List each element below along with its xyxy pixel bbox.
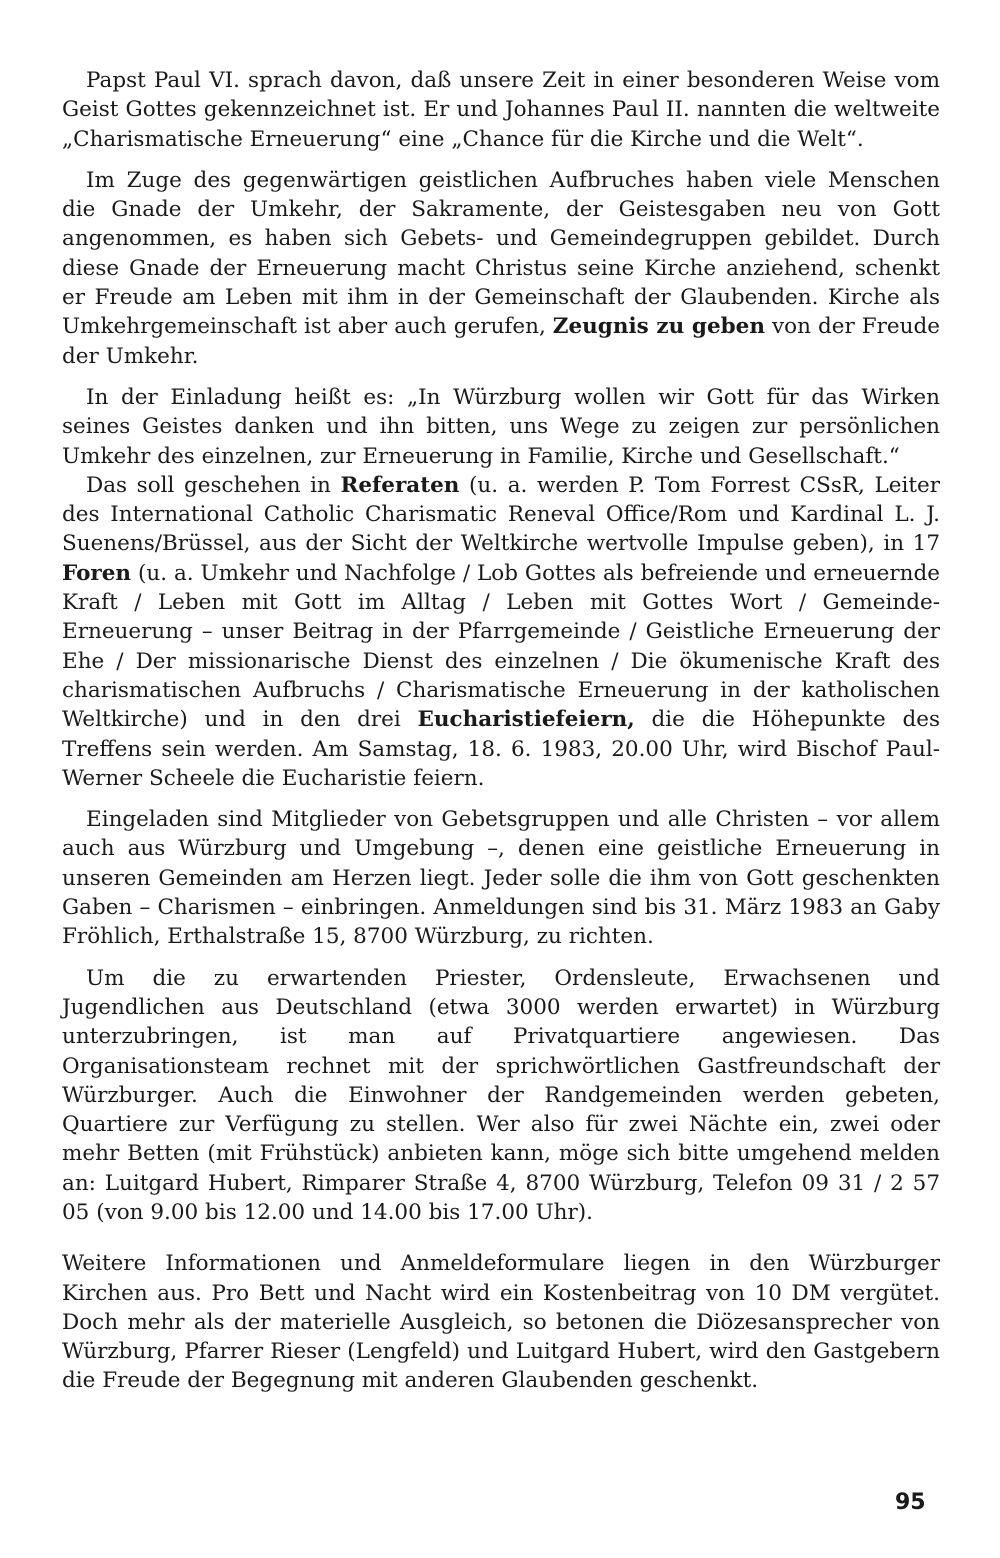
paragraph-text: von der Freude der Umkehr. [62, 314, 940, 369]
paragraph [62, 66, 940, 154]
page-body [62, 66, 940, 1408]
paragraph-text: Weitere Informationen und Anmeldeformulare liegen in den Würzburger Kirchen aus. Pro Bett und Nacht wird ein Kostenbeitrag von 10 DM vergütet. Doch mehr als der materielle Ausgleich, so betonen die Diözesansprecher von Würzburg, Pfarrer Rieser (Lengfeld) und Luitgard Hubert, wird den Gastgebern die Freude der Begegnung mit anderen Glaubenden geschenkt. [62, 1251, 940, 1394]
emphasis-text: Referaten [340, 472, 460, 498]
paragraph-text: (u. a. werden P. Tom Forrest CSsR, Leiter des International Catholic Charismatic Reneval Office/Rom und Kardinal L. J. Suenens/Brüssel, aus der Sicht der Weltkirche wertvolle Impulse geben), in 17 [62, 472, 940, 557]
paragraph-text: Eingeladen sind Mitglieder von Gebetsgruppen und alle Christen – vor allem auch aus Würzburg und Umgebung –, denen eine geistliche Erneuerung in unseren Gemeinden am Herzen liegt. Jeder solle die ihm von Gott geschenkten Gaben – Charismen – einbringen. Anmeldungen sind bis 31. März 1983 an Gaby Fröhlich, Erthalstraße 15, 8700 Würzburg, zu richten. [62, 807, 940, 950]
paragraph-text: Papst Paul VI. sprach davon, daß unsere Zeit in einer besonderen Weise vom Geist Gottes gekennzeichnet ist. Er und Johannes Paul II. nannten die weltweite „Charismatische Erneuerung“ eine „Chance für die Kirche und die Welt“. [62, 68, 940, 152]
paragraph [62, 805, 940, 951]
paragraph-text: Um die zu erwartenden Priester, Ordensleute, Erwachsenen und Jugendlichen aus Deutschland (etwa 3000 werden erwartet) in Würzburg unterzubringen, ist man auf Privatquartiere angewiesen. Das Organisationsteam rechnet mit der sprichwörtlichen Gastfreundschaft der Würzburger. Auch die Einwohner der Randgemeinden werden gebeten, Quartiere zur Verfügung zu stellen. Wer also für zwei Nächte ein, zwei oder mehr Betten (mit Frühstück) anbieten kann, möge sich bitte umgehend melden an: Luitgard Hubert, Rimparer Straße 4, 8700 Würzburg, Telefon 09 31 / 2 57 05 (von 9.00 bis 12.00 und 14.00 bis 17.00 Uhr). [62, 965, 940, 1225]
paragraph [62, 383, 940, 471]
paragraph [62, 166, 940, 371]
emphasis-text: Zeugnis zu geben [552, 314, 765, 340]
page-number: 95 [895, 1490, 926, 1515]
paragraph-text: die die Höhepunkte des Treffens sein werden. Am Samstag, 18. 6. 1983, 20.00 Uhr, wird Bischof Paul-Werner Scheele die Eucharistie feiern. [62, 707, 940, 791]
emphasis-text: Eucharistiefeiern, [417, 707, 635, 733]
paragraph-text: Im Zuge des gegenwärtigen geistlichen Aufbruches haben viele Menschen die Gnade der Umkehr, der Sakramente, der Geistesgaben neu von Gott angenommen, es haben sich Gebets- und Gemeindegruppen gebildet. Durch diese Gnade der Erneuerung macht Christus seine Kirche anziehend, schenkt er Freude am Leben mit ihm in der Gemeinschaft der Glaubenden. Kirche als Umkehrgemeinschaft ist aber auch gerufen, [62, 167, 940, 340]
emphasis-text: Foren [62, 560, 132, 586]
paragraph-text: (u. a. Umkehr und Nachfolge / Lob Gottes als befreiende und erneuernde Kraft / Leben mit Gott im Alltag / Leben mit Gottes Wort / Gemeinde-Erneuerung – unser Beitrag in der Pfarrgemeinde / Geistliche Erneuerung der Ehe / Der missionarische Dienst des einzelnen / Die ökumenische Kraft des charismatischen Aufbruchs / Charismatische Erneuerung in der katholischen Weltkirche) und in den drei [62, 560, 940, 733]
paragraph-text: Das soll geschehen in [86, 472, 341, 498]
paragraph [62, 471, 940, 793]
paragraph-text: In der Einladung heißt es: „In Würzburg wollen wir Gott für das Wirken seines Geistes danken und ihn bitten, uns Wege zu zeigen zur persönlichen Umkehr des einzelnen, zur Erneuerung in Familie, Kirche und Gesellschaft.“ [62, 384, 940, 469]
paragraph [62, 1249, 940, 1395]
paragraph [62, 964, 940, 1228]
